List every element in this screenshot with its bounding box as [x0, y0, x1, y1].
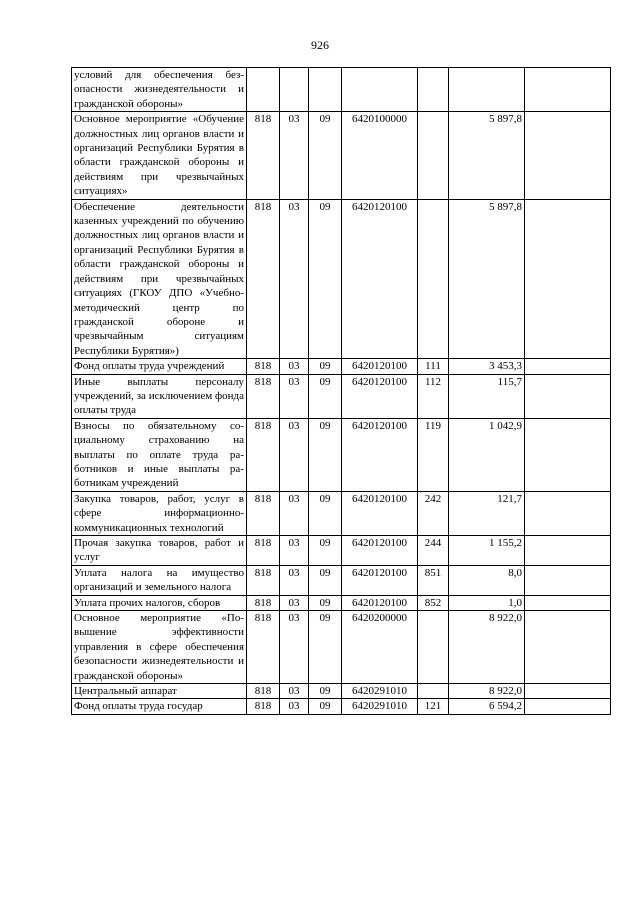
department-code-cell: 818 — [247, 359, 280, 374]
table-body — [72, 68, 611, 715]
amount-cell: 1 042,9 — [449, 418, 525, 491]
empty-cell — [525, 684, 611, 699]
department-code-cell: 818 — [247, 491, 280, 535]
expense-type-code-cell: 852 — [418, 595, 449, 610]
section-code-cell: 03 — [280, 418, 309, 491]
expense-type-code-cell: 111 — [418, 359, 449, 374]
section-code-cell: 03 — [280, 112, 309, 199]
table-row — [72, 536, 611, 566]
expense-type-code-cell — [418, 684, 449, 699]
amount-cell: 121,7 — [449, 491, 525, 535]
table-row — [72, 374, 611, 418]
budget-item-name-cell: Иные выплаты персоналу учреждений, за исключением фонда оплаты труда — [72, 374, 247, 418]
subsection-code-cell: 09 — [309, 359, 342, 374]
amount-cell: 8,0 — [449, 565, 525, 595]
table-row — [72, 68, 611, 112]
target-article-code-cell: 6420120100 — [342, 491, 418, 535]
budget-item-name-cell: Фонд оплаты труда государ — [72, 699, 247, 714]
amount-cell: 1,0 — [449, 595, 525, 610]
department-code-cell: 818 — [247, 418, 280, 491]
expense-type-code-cell: 242 — [418, 491, 449, 535]
subsection-code-cell: 09 — [309, 418, 342, 491]
department-code-cell: 818 — [247, 565, 280, 595]
budget-item-name-cell: Взносы по обязательному социальному страхованию на выплаты по оплате труда работников и иные выплаты работникам учреждений — [72, 418, 247, 491]
target-article-code-cell: 6420120100 — [342, 565, 418, 595]
empty-cell — [525, 112, 611, 199]
section-code-cell: 03 — [280, 699, 309, 714]
empty-cell — [525, 595, 611, 610]
target-article-code-cell: 6420120100 — [342, 359, 418, 374]
budget-item-name-cell: Фонд оплаты труда учреждений — [72, 359, 247, 374]
subsection-code-cell: 09 — [309, 374, 342, 418]
expense-type-code-cell — [418, 68, 449, 112]
expense-type-code-cell: 244 — [418, 536, 449, 566]
table-row — [72, 112, 611, 199]
section-code-cell: 03 — [280, 611, 309, 684]
subsection-code-cell: 09 — [309, 684, 342, 699]
amount-cell — [449, 68, 525, 112]
expense-type-code-cell: 112 — [418, 374, 449, 418]
department-code-cell: 818 — [247, 611, 280, 684]
empty-cell — [525, 374, 611, 418]
table-row — [72, 359, 611, 374]
expense-type-code-cell — [418, 112, 449, 199]
target-article-code-cell: 6420291010 — [342, 684, 418, 699]
expense-type-code-cell: 119 — [418, 418, 449, 491]
expense-type-code-cell: 121 — [418, 699, 449, 714]
empty-cell — [525, 565, 611, 595]
subsection-code-cell: 09 — [309, 199, 342, 358]
table-row — [72, 418, 611, 491]
expense-type-code-cell — [418, 199, 449, 358]
subsection-code-cell: 09 — [309, 536, 342, 566]
target-article-code-cell: 6420120100 — [342, 418, 418, 491]
budget-item-name-cell: Уплата прочих налогов, сборов — [72, 595, 247, 610]
table-row — [72, 199, 611, 358]
budget-table — [71, 67, 611, 715]
budget-item-name-cell: Центральный аппарат — [72, 684, 247, 699]
amount-cell: 8 922,0 — [449, 684, 525, 699]
budget-item-name-cell: Уплата налога на имущество организаций и земельного налога — [72, 565, 247, 595]
section-code-cell: 03 — [280, 374, 309, 418]
expense-type-code-cell: 851 — [418, 565, 449, 595]
amount-cell: 6 594,2 — [449, 699, 525, 714]
empty-cell — [525, 536, 611, 566]
department-code-cell: 818 — [247, 595, 280, 610]
empty-cell — [525, 491, 611, 535]
table-row — [72, 611, 611, 684]
table-row — [72, 684, 611, 699]
table-row — [72, 491, 611, 535]
section-code-cell: 03 — [280, 199, 309, 358]
subsection-code-cell: 09 — [309, 491, 342, 535]
target-article-code-cell: 6420120100 — [342, 374, 418, 418]
target-article-code-cell: 6420120100 — [342, 536, 418, 566]
section-code-cell: 03 — [280, 595, 309, 610]
target-article-code-cell: 6420100000 — [342, 112, 418, 199]
target-article-code-cell: 6420120100 — [342, 199, 418, 358]
amount-cell: 1 155,2 — [449, 536, 525, 566]
target-article-code-cell: 6420291010 — [342, 699, 418, 714]
budget-item-name-cell: Прочая закупка товаров, работ и услуг — [72, 536, 247, 566]
subsection-code-cell: 09 — [309, 565, 342, 595]
amount-cell: 115,7 — [449, 374, 525, 418]
empty-cell — [525, 199, 611, 358]
department-code-cell: 818 — [247, 699, 280, 714]
department-code-cell: 818 — [247, 374, 280, 418]
section-code-cell: 03 — [280, 684, 309, 699]
section-code-cell: 03 — [280, 536, 309, 566]
table-row — [72, 699, 611, 714]
department-code-cell: 818 — [247, 199, 280, 358]
expense-type-code-cell — [418, 611, 449, 684]
empty-cell — [525, 611, 611, 684]
subsection-code-cell: 09 — [309, 595, 342, 610]
subsection-code-cell — [309, 68, 342, 112]
subsection-code-cell: 09 — [309, 611, 342, 684]
department-code-cell — [247, 68, 280, 112]
empty-cell — [525, 418, 611, 491]
section-code-cell: 03 — [280, 359, 309, 374]
subsection-code-cell: 09 — [309, 112, 342, 199]
section-code-cell: 03 — [280, 491, 309, 535]
section-code-cell: 03 — [280, 565, 309, 595]
target-article-code-cell: 6420120100 — [342, 595, 418, 610]
page-number: 926 — [311, 38, 329, 52]
empty-cell — [525, 359, 611, 374]
target-article-code-cell: 6420200000 — [342, 611, 418, 684]
empty-cell — [525, 699, 611, 714]
section-code-cell — [280, 68, 309, 112]
amount-cell: 5 897,8 — [449, 199, 525, 358]
target-article-code-cell — [342, 68, 418, 112]
budget-item-name-cell: Обеспечение деятельности казенных учреждений по обучению должностных лиц органов власти и организаций Республики Бурятия в области гражданской обороны и действиям при чрезвычайных ситуациях (ГКОУ ДПО «Учебно-методический центр по гражданской обороне и чрезвычайным ситуациям Республики Бурятия») — [72, 199, 247, 358]
amount-cell: 5 897,8 — [449, 112, 525, 199]
table-row — [72, 595, 611, 610]
department-code-cell: 818 — [247, 536, 280, 566]
budget-item-name-cell: Основное мероприятие «Обучение должностных лиц органов власти и организаций Республики Бурятия в области гражданской обороны и действиям при чрезвычайных ситуациях» — [72, 112, 247, 199]
table-row — [72, 565, 611, 595]
department-code-cell: 818 — [247, 684, 280, 699]
amount-cell: 8 922,0 — [449, 611, 525, 684]
empty-cell — [525, 68, 611, 112]
department-code-cell: 818 — [247, 112, 280, 199]
budget-item-name-cell: Основное мероприятие «Повышение эффективности управления в сфере обеспечения безопасности жизнедеятельности и гражданской обороны» — [72, 611, 247, 684]
budget-item-name-cell: Закупка товаров, работ, услуг в сфере информационно-коммуникационных технологий — [72, 491, 247, 535]
budget-item-name-cell: условий для обеспечения безопасности жизнедеятельности и гражданской обороны» — [72, 68, 247, 112]
amount-cell: 3 453,3 — [449, 359, 525, 374]
subsection-code-cell: 09 — [309, 699, 342, 714]
